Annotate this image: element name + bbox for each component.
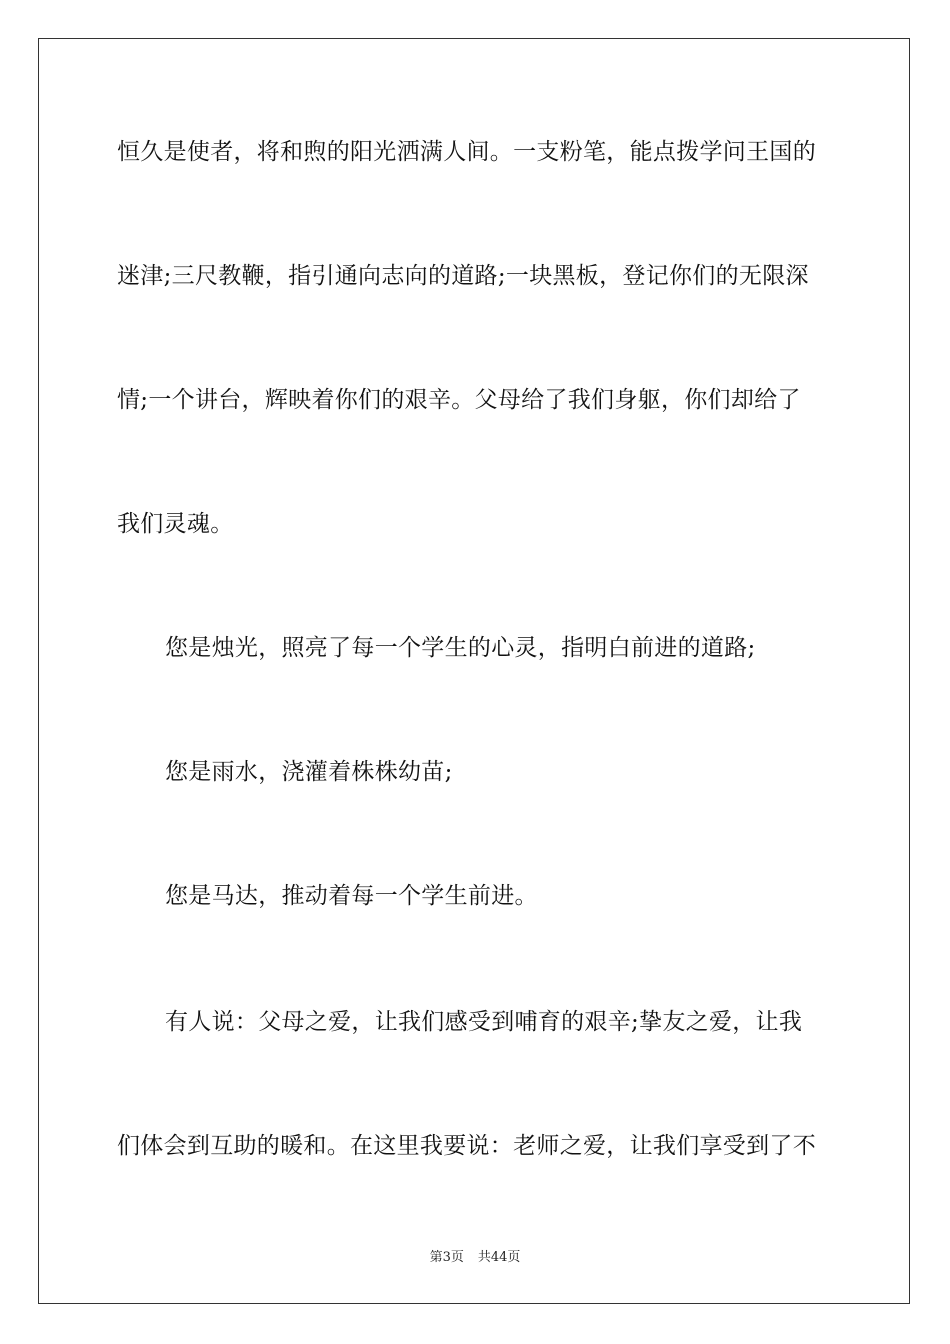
text-line: 我们灵魂。 xyxy=(117,511,234,537)
paragraph-line: 您是烛光，照亮了每一个学生的心灵，指明白前进的道路; xyxy=(165,635,756,661)
paragraph-line: 有人说：父母之爱，让我们感受到哺育的艰辛;挚友之爱，让我 xyxy=(165,1009,803,1035)
text-line: 情;一个讲台，辉映着你们的艰辛。父母给了我们身躯，你们却给了 xyxy=(117,387,801,413)
page-footer xyxy=(0,1246,950,1265)
text-line: 们体会到互助的暖和。在这里我要说：老师之爱，让我们享受到了不 xyxy=(117,1133,816,1159)
page-number: 第3页 xyxy=(429,1250,464,1265)
paragraph-line: 您是雨水，浇灌着株株幼苗; xyxy=(165,759,453,785)
text-line: 恒久是使者，将和煦的阳光洒满人间。一支粉笔，能点拨学问王国的 xyxy=(117,139,816,165)
page-total: 共44页 xyxy=(477,1250,521,1265)
page-border xyxy=(38,38,910,1304)
text-line: 迷津;三尺教鞭，指引通向志向的道路;一块黑板，登记你们的无限深 xyxy=(117,263,809,289)
paragraph-line: 您是马达，推动着每一个学生前进。 xyxy=(165,883,538,909)
